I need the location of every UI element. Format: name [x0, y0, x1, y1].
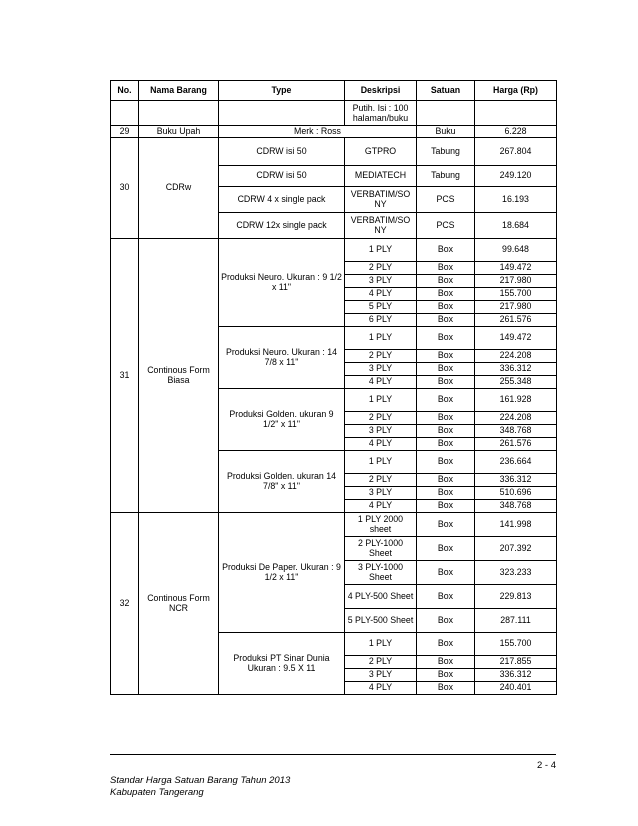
cell-deskripsi: 2 PLY — [345, 411, 417, 424]
cell-satuan: Box — [417, 313, 475, 326]
cell-satuan: Box — [417, 362, 475, 375]
cell-satuan: Box — [417, 300, 475, 313]
cell-satuan: Box — [417, 473, 475, 486]
header-no: No. — [111, 81, 139, 101]
cell-satuan: Box — [417, 560, 475, 584]
cell-deskripsi: 5 PLY-500 Sheet — [345, 608, 417, 632]
cell-satuan: Box — [417, 632, 475, 655]
cell-harga: 224.208 — [475, 411, 557, 424]
table-row — [111, 126, 557, 138]
cell-deskripsi: 1 PLY — [345, 326, 417, 349]
cell-harga: 217.855 — [475, 655, 557, 668]
cell-harga: 16.193 — [475, 186, 557, 212]
cell-harga: 6.228 — [475, 126, 557, 138]
cell-harga: 217.980 — [475, 274, 557, 287]
footer-text — [110, 775, 290, 799]
cell-deskripsi: 2 PLY — [345, 655, 417, 668]
cell-type: Produksi Neuro. Ukuran : 14 7/8 x 11" — [219, 326, 345, 388]
cell-deskripsi: 3 PLY-1000 Sheet — [345, 560, 417, 584]
cell-no: 29 — [111, 126, 139, 138]
cell-deskripsi: 3 PLY — [345, 486, 417, 499]
cell-satuan: Box — [417, 349, 475, 362]
cell-harga: 336.312 — [475, 362, 557, 375]
footer-line-2: Kabupaten Tangerang — [110, 787, 204, 798]
cell-harga: 207.392 — [475, 536, 557, 560]
page-number: 2 - 4 — [536, 760, 556, 771]
cell-nama-barang: Continous Form Biasa — [139, 238, 219, 512]
cell-nama-barang: Continous Form NCR — [139, 512, 219, 694]
cell-deskripsi: Putih. Isi : 100 halaman/buku — [345, 101, 417, 126]
cell-deskripsi: 2 PLY — [345, 473, 417, 486]
header-satuan: Satuan — [417, 81, 475, 101]
cell-satuan: Box — [417, 326, 475, 349]
cell-harga: 149.472 — [475, 261, 557, 274]
cell-type: Produksi PT Sinar Dunia Ukuran : 9.5 X 11 — [219, 632, 345, 694]
cell-satuan: Box — [417, 274, 475, 287]
footer-line-1: Standar Harga Satuan Barang Tahun 2013 — [110, 775, 291, 786]
cell-harga: 240.401 — [475, 681, 557, 694]
cell-harga: 336.312 — [475, 473, 557, 486]
cell-harga: 261.576 — [475, 437, 557, 450]
cell-satuan: Box — [417, 681, 475, 694]
cell-harga: 141.998 — [475, 512, 557, 536]
cell-harga: 510.696 — [475, 486, 557, 499]
cell-satuan: Box — [417, 437, 475, 450]
cell-satuan: Box — [417, 450, 475, 473]
cell-type: CDRW 12x single pack — [219, 212, 345, 238]
cell-deskripsi: 1 PLY — [345, 632, 417, 655]
cell-deskripsi: 4 PLY — [345, 681, 417, 694]
cell-harga: 287.111 — [475, 608, 557, 632]
table-row — [111, 137, 557, 165]
cell-harga: 255.348 — [475, 375, 557, 388]
cell-nama-barang: CDRw — [139, 137, 219, 238]
cell-type: CDRW isi 50 — [219, 165, 345, 186]
cell-deskripsi: VERBATIM/SO NY — [345, 212, 417, 238]
cell-type: Produksi De Paper. Ukuran : 9 1/2 x 11" — [219, 512, 345, 632]
cell-harga: 161.928 — [475, 388, 557, 411]
cell-deskripsi: 2 PLY — [345, 261, 417, 274]
cell-deskripsi: 5 PLY — [345, 300, 417, 313]
cell-deskripsi: 1 PLY — [345, 388, 417, 411]
cell-harga: 224.208 — [475, 349, 557, 362]
cell-satuan: Box — [417, 486, 475, 499]
header-harga: Harga (Rp) — [475, 81, 557, 101]
cell-type: Merk : Ross — [219, 126, 417, 138]
cell-deskripsi: 3 PLY — [345, 274, 417, 287]
cell-harga: 155.700 — [475, 632, 557, 655]
cell-harga: 99.648 — [475, 238, 557, 261]
cell-deskripsi: 4 PLY — [345, 499, 417, 512]
cell-deskripsi: MEDIATECH — [345, 165, 417, 186]
table-row — [111, 238, 557, 261]
cell-satuan: Box — [417, 499, 475, 512]
cell-satuan: Box — [417, 668, 475, 681]
cell-deskripsi: 1 PLY — [345, 238, 417, 261]
cell-harga: 217.980 — [475, 300, 557, 313]
header-type: Type — [219, 81, 345, 101]
cell-harga: 348.768 — [475, 499, 557, 512]
cell-type: Produksi Golden. ukuran 14 7/8" x 11" — [219, 450, 345, 512]
cell-satuan: Tabung — [417, 165, 475, 186]
cell-satuan: PCS — [417, 212, 475, 238]
cell-satuan: Box — [417, 608, 475, 632]
cell-deskripsi: 4 PLY — [345, 437, 417, 450]
cell-harga: 229.813 — [475, 584, 557, 608]
cell-deskripsi: 4 PLY — [345, 287, 417, 300]
cell-satuan: PCS — [417, 186, 475, 212]
table-row — [111, 512, 557, 536]
cell-harga: 249.120 — [475, 165, 557, 186]
header-row — [111, 81, 557, 101]
cell-harga: 18.684 — [475, 212, 557, 238]
cell-satuan: Box — [417, 388, 475, 411]
cell-harga: 261.576 — [475, 313, 557, 326]
cell-deskripsi: 2 PLY — [345, 349, 417, 362]
price-table — [110, 80, 557, 695]
cell-deskripsi: GTPRO — [345, 137, 417, 165]
header-nama-barang: Nama Barang — [139, 81, 219, 101]
cell-harga: 348.768 — [475, 424, 557, 437]
cell-nama-barang: Buku Upah — [139, 126, 219, 138]
header-deskripsi: Deskripsi — [345, 81, 417, 101]
cell-no: 30 — [111, 137, 139, 238]
cell-deskripsi: 3 PLY — [345, 668, 417, 681]
cell-satuan: Box — [417, 287, 475, 300]
cell-type: CDRW isi 50 — [219, 137, 345, 165]
cell-satuan: Buku — [417, 126, 475, 138]
cell-harga: 155.700 — [475, 287, 557, 300]
cell-satuan: Box — [417, 375, 475, 388]
cell-satuan: Box — [417, 512, 475, 536]
cell-type: CDRW 4 x single pack — [219, 186, 345, 212]
cell-satuan: Box — [417, 655, 475, 668]
cell-harga: 323.233 — [475, 560, 557, 584]
cell-no: 31 — [111, 238, 139, 512]
cell-harga: 149.472 — [475, 326, 557, 349]
cell-satuan: Tabung — [417, 137, 475, 165]
cell-deskripsi: 2 PLY-1000 Sheet — [345, 536, 417, 560]
cell-type: Produksi Neuro. Ukuran : 9 1/2 x 11" — [219, 238, 345, 326]
cell-deskripsi: 3 PLY — [345, 362, 417, 375]
footer-divider — [110, 754, 556, 755]
cell-harga: 336.312 — [475, 668, 557, 681]
table-row — [111, 101, 557, 126]
cell-satuan: Box — [417, 424, 475, 437]
cell-satuan: Box — [417, 238, 475, 261]
cell-harga: 236.664 — [475, 450, 557, 473]
cell-satuan: Box — [417, 261, 475, 274]
cell-satuan: Box — [417, 584, 475, 608]
cell-no: 32 — [111, 512, 139, 694]
cell-deskripsi: VERBATIM/SO NY — [345, 186, 417, 212]
cell-deskripsi: 1 PLY — [345, 450, 417, 473]
cell-deskripsi: 4 PLY-500 Sheet — [345, 584, 417, 608]
cell-deskripsi: 4 PLY — [345, 375, 417, 388]
cell-harga: 267.804 — [475, 137, 557, 165]
cell-deskripsi: 6 PLY — [345, 313, 417, 326]
cell-satuan: Box — [417, 536, 475, 560]
cell-type: Produksi Golden. ukuran 9 1/2" x 11" — [219, 388, 345, 450]
cell-satuan: Box — [417, 411, 475, 424]
cell-deskripsi: 1 PLY 2000 sheet — [345, 512, 417, 536]
cell-deskripsi: 3 PLY — [345, 424, 417, 437]
